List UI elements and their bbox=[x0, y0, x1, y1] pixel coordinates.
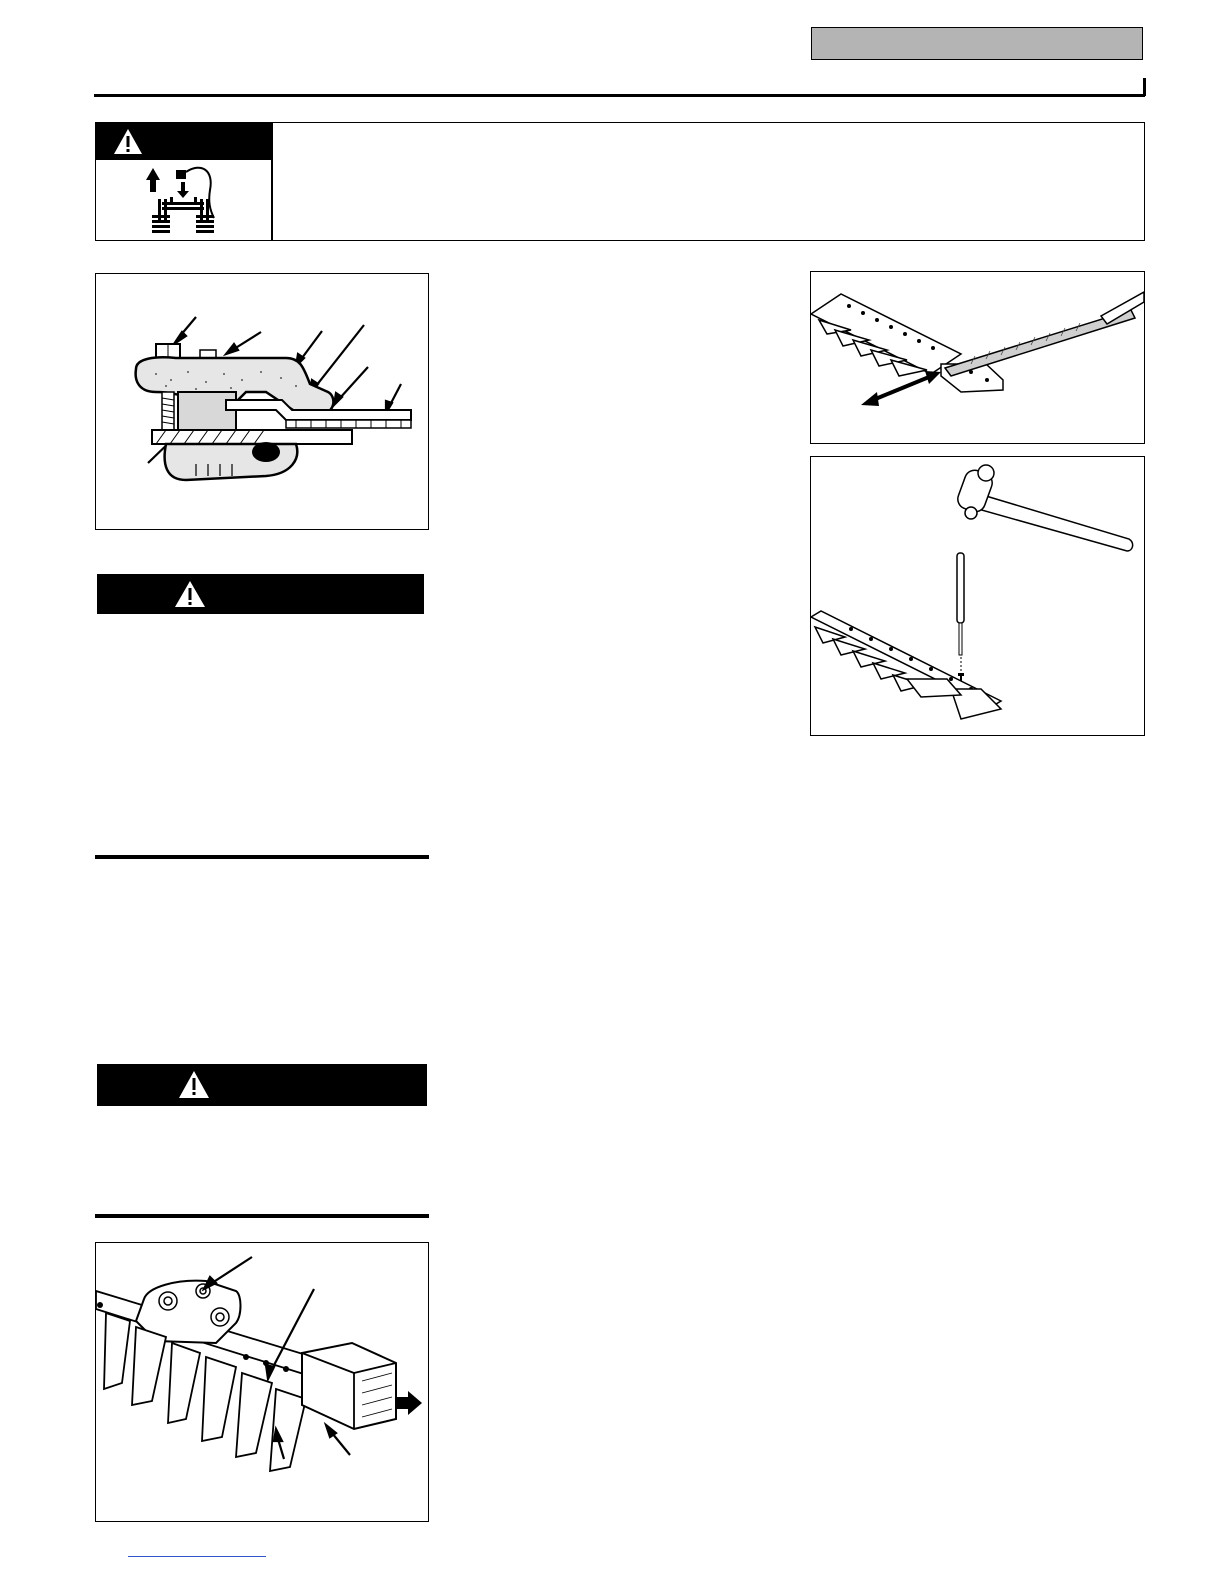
safety-alert-icon bbox=[97, 574, 424, 614]
lower-warning-banner bbox=[97, 1064, 427, 1106]
knife-clip-figure bbox=[95, 273, 429, 530]
warning-divider bbox=[271, 123, 273, 240]
header-rule bbox=[94, 94, 1145, 97]
mid-warning-banner bbox=[97, 574, 424, 614]
section-rule-2 bbox=[95, 1214, 429, 1218]
safety-alert-icon bbox=[96, 123, 271, 160]
footer-link[interactable] bbox=[128, 1556, 266, 1557]
disconnect-spark-plug-wire-icon bbox=[96, 160, 271, 240]
knife-assembly-figure bbox=[95, 1242, 429, 1522]
safety-alert-icon bbox=[97, 1064, 427, 1106]
header-tab bbox=[811, 27, 1143, 60]
section-rule-1 bbox=[95, 855, 429, 859]
top-warning-box bbox=[95, 122, 1145, 241]
punch-rivet-figure bbox=[810, 456, 1145, 736]
file-section-figure bbox=[810, 271, 1145, 444]
warning-label bbox=[96, 123, 271, 160]
